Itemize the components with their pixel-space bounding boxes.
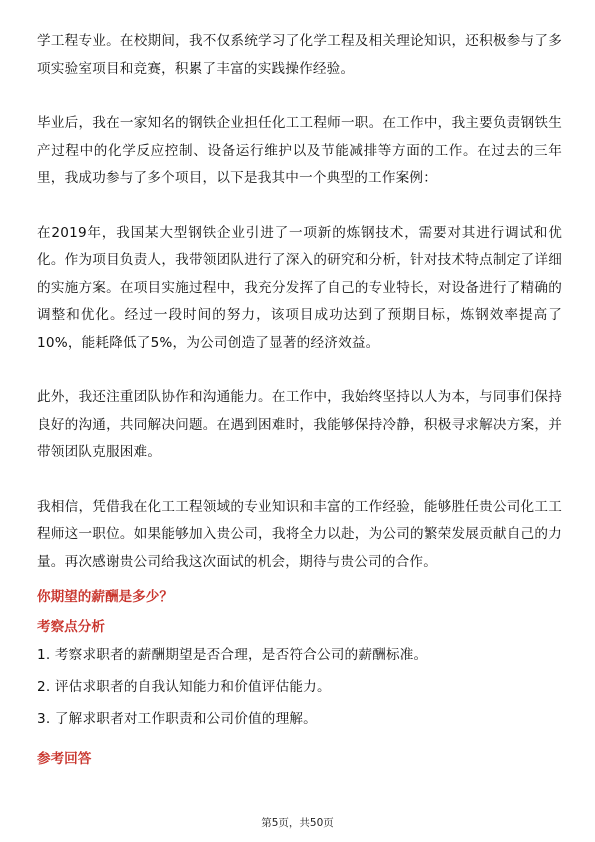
page-content — [37, 28, 562, 772]
paragraph-gap — [37, 193, 562, 220]
paragraph-education: 学工程专业。在校期间，我不仅系统学习了化学工程及相关理论知识，还积极参与了多项实验室项目和竞赛，积累了丰富的实践操作经验。 — [37, 33, 562, 77]
paragraph-gap — [37, 357, 562, 384]
analysis-heading: 考察点分析 — [37, 619, 105, 635]
paragraph-teamwork: 此外，我还注重团队协作和沟通能力。在工作中，我始终坚持以人为本，与同事们保持良好的沟通，共同解决问题。在遇到困难时，我能够保持冷静，积极寻求解决方案，并带领团队克服困难。 — [37, 389, 562, 460]
analysis-item-1: 1. 考察求职者的薪酬期望是否合理，是否符合公司的薪酬标准。 — [37, 647, 428, 663]
question-heading: 你期望的薪酬是多少？ — [37, 589, 173, 605]
section-gap — [37, 732, 562, 746]
reference-answer-heading: 参考回答 — [37, 751, 92, 767]
paragraph-career: 毕业后，我在一家知名的钢铁企业担任化工工程师一职。在工作中，我主要负责钢铁生产过程中的化学反应控制、设备运行维护以及节能减排等方面的工作。在过去的三年里，我成功参与了多个项目，以下是我其中一个典型的工作案例： — [37, 115, 562, 186]
paragraph-project-case: 在2019年，我国某大型钢铁企业引进了一项新的炼钢技术，需要对其进行调试和优化。作为项目负责人，我带领团队进行了深入的研究和分析，针对技术特点制定了详细的实施方案。在项目实施过程中，我充分发挥了自己的专业特长，对设备进行了精确的调整和优化。经过一段时间的努力，该项目成功达到了预期目标，炼钢效率提高了10%，能耗降低了5%，为公司创造了显著的经济效益。 — [37, 224, 562, 351]
section-gap — [37, 576, 562, 584]
page-number: 第5页，共50页 — [261, 817, 334, 829]
analysis-item-2: 2. 评估求职者的自我认知能力和价值评估能力。 — [37, 679, 331, 695]
analysis-item-3: 3. 了解求职者对工作职责和公司价值的理解。 — [37, 711, 317, 727]
paragraph-gap — [37, 467, 562, 494]
paragraph-gap — [37, 83, 562, 110]
paragraph-closing: 我相信，凭借我在化工工程领域的专业知识和丰富的工作经验，能够胜任贵公司化工工程师这一职位。如果能够加入贵公司，我将全力以赴，为公司的繁荣发展贡献自己的力量。再次感谢贵公司给我这次面试的机会，期待与贵公司的合作。 — [37, 498, 562, 570]
